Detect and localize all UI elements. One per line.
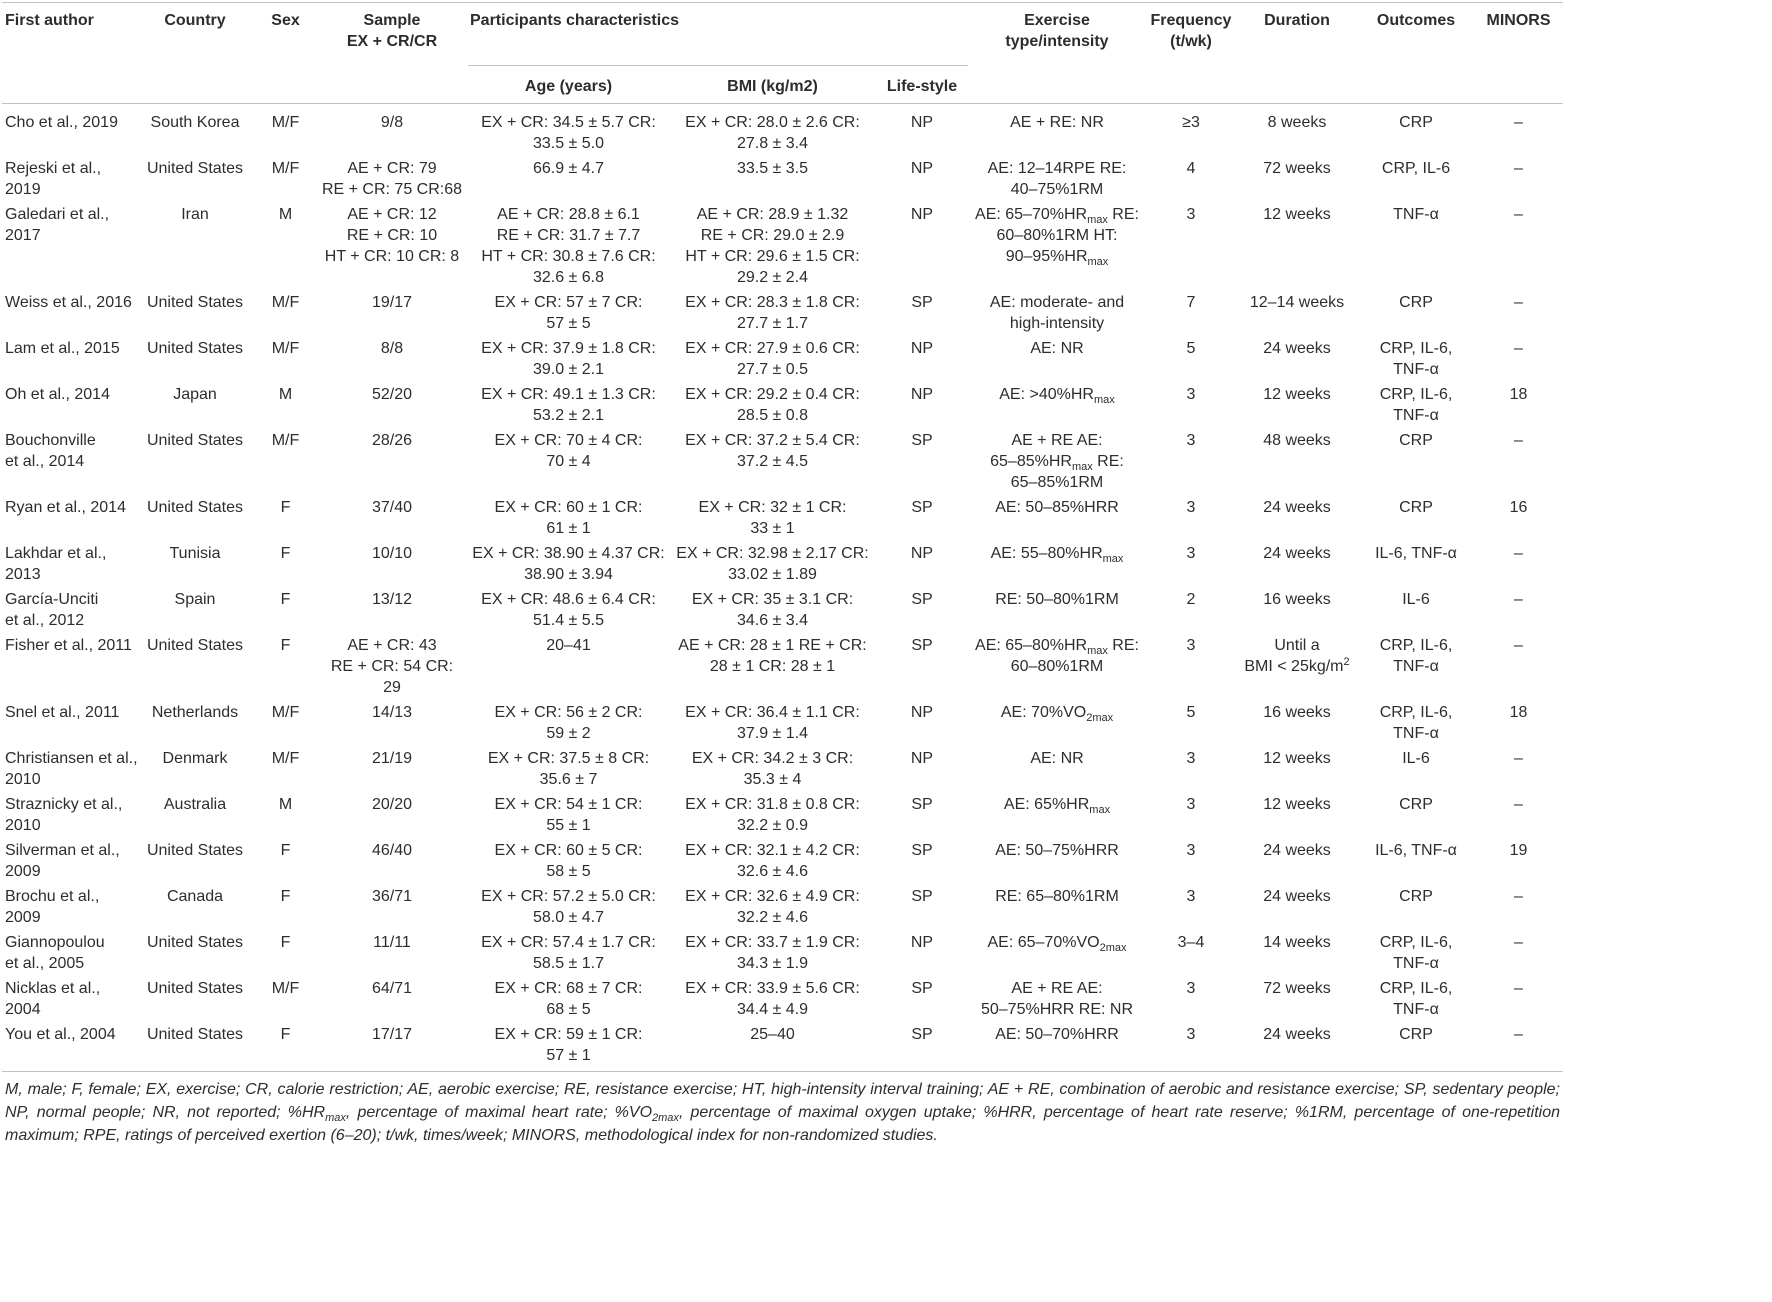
cell-sex: F [280,1026,291,1043]
cell-author: Brochu et al., 2009 [5,888,100,926]
text-run: Until a BMI < 25kg/m [1244,637,1344,675]
cell-bmi: EX + CR: 27.9 ± 0.6 CR: 27.7 ± 0.5 [685,340,860,378]
cell-minors: 19 [1509,842,1528,859]
cell-author: You et al., 2004 [5,1026,116,1043]
table-row [2,494,1563,540]
cell-sex: M/F [271,340,300,357]
cell-author: Christiansen et al., 2010 [5,750,138,788]
cell-country: South Korea [150,114,240,131]
cell-outcomes: CRP [1399,499,1433,516]
cell-lifestyle: NP [910,545,934,562]
cell-author: Giannopoulou et al., 2005 [5,934,105,972]
cell-sample: 14/13 [371,704,413,721]
cell-lifestyle: SP [911,432,933,449]
subscript: 2max [1086,712,1114,724]
cell-country: United States [146,1026,244,1043]
cell-sample: 13/12 [371,591,413,608]
cell-author: Bouchonville et al., 2014 [5,432,96,470]
cell-lifestyle: SP [911,888,933,905]
text-run: RE: 60–80%1RM [1010,637,1139,675]
cell-duration: 24 weeks [1263,545,1331,562]
text-run: AE: 65–70%HR [975,206,1088,223]
table-row [2,791,1563,837]
cell-bmi: EX + CR: 33.9 ± 5.6 CR: 34.4 ± 4.9 [685,980,860,1018]
cell-sex: F [280,934,291,951]
table-row [2,929,1563,975]
table-row [2,745,1563,791]
cell-exercise [968,540,1146,586]
cell-lifestyle: NP [910,340,934,357]
cell-frequency: 3 [1186,842,1196,859]
cell-duration: 12 weeks [1263,750,1331,767]
text-run: , percentage of maximal heart rate; %VO [345,1104,653,1121]
cell-frequency: 3 [1186,1026,1196,1043]
cell-exercise: AE: 50–70%HRR [995,1026,1119,1043]
cell-age: EX + CR: 60 ± 5 CR: 58 ± 5 [494,842,643,880]
cell-age: EX + CR: 70 ± 4 CR: 70 ± 4 [494,432,643,470]
cell-exercise: AE: 50–85%HRR [995,499,1119,516]
cell-minors: – [1514,206,1523,223]
cell-sex: M/F [271,704,300,721]
cell-frequency: 5 [1186,340,1196,357]
cell-sex: M/F [271,980,300,997]
cell-lifestyle: NP [910,114,934,131]
cell-exercise [968,427,1146,494]
cell-sex: F [280,888,291,905]
cell-outcomes: IL-6 [1402,591,1430,608]
subscript: max [1087,256,1109,268]
cell-lifestyle: NP [910,206,934,223]
table-row [2,540,1563,586]
cell-frequency: 3 [1186,888,1196,905]
cell-frequency: ≥3 [1182,114,1200,131]
cell-age: EX + CR: 57 ± 7 CR: 57 ± 5 [494,294,643,332]
cell-minors: – [1514,1026,1523,1043]
cell-lifestyle: SP [911,796,933,813]
cell-duration: 72 weeks [1263,980,1331,997]
header-outcomes: Outcomes [1376,12,1456,29]
cell-minors: 18 [1509,704,1528,721]
cell-bmi: EX + CR: 28.3 ± 1.8 CR: 27.7 ± 1.7 [685,294,860,332]
cell-outcomes: CRP [1399,1026,1433,1043]
cell-age: EX + CR: 68 ± 7 CR: 68 ± 5 [494,980,643,1018]
cell-exercise [968,381,1146,427]
text-run: AE: 55–80%HR [990,545,1103,562]
cell-duration: 8 weeks [1267,114,1327,131]
cell-age: 66.9 ± 4.7 [532,160,605,177]
subscript: max [325,1112,346,1124]
cell-duration: 12 weeks [1263,796,1331,813]
cell-age: EX + CR: 37.9 ± 1.8 CR: 39.0 ± 2.1 [481,340,656,378]
header-lifestyle: Life-style [886,78,958,95]
table-row [2,586,1563,632]
cell-frequency: 3 [1186,637,1196,654]
cell-exercise: AE: NR [1030,340,1084,357]
cell-bmi: AE + CR: 28.9 ± 1.32 RE + CR: 29.0 ± 2.9 HT + CR: 29.6 ± 1.5 CR: 29.2 ± 2.4 [685,206,860,286]
cell-age: AE + CR: 28.8 ± 6.1 RE + CR: 31.7 ± 7.7 HT + CR: 30.8 ± 7.6 CR: 32.6 ± 6.8 [481,206,656,286]
table-footnote [2,1078,1563,1147]
cell-outcomes: CRP, IL-6 [1381,160,1451,177]
cell-age: EX + CR: 48.6 ± 6.4 CR: 51.4 ± 5.5 [481,591,656,629]
superscript: 2 [1343,656,1350,668]
cell-sex: F [280,499,291,516]
cell-minors: – [1514,432,1523,449]
cell-duration: 16 weeks [1263,704,1331,721]
cell-sample: 37/40 [371,499,413,516]
text-run: AE: >40%HR [999,386,1094,403]
cell-country: Iran [181,206,209,223]
study-characteristics-table-figure [2,2,1563,1147]
table-row [2,837,1563,883]
cell-bmi: EX + CR: 33.7 ± 1.9 CR: 34.3 ± 1.9 [685,934,860,972]
table-row [2,289,1563,335]
cell-country: United States [146,160,244,177]
cell-sex: M/F [271,114,300,131]
cell-author: Silverman et al., 2009 [5,842,120,880]
cell-bmi: EX + CR: 32.98 ± 2.17 CR: 33.02 ± 1.89 [676,545,869,583]
cell-age: EX + CR: 34.5 ± 5.7 CR: 33.5 ± 5.0 [481,114,656,152]
study-characteristics-table [2,2,1563,1072]
cell-age: 20–41 [546,637,591,654]
table-row [2,427,1563,494]
cell-age: EX + CR: 59 ± 1 CR: 57 ± 1 [494,1026,643,1064]
cell-bmi: EX + CR: 32.1 ± 4.2 CR: 32.6 ± 4.6 [685,842,860,880]
cell-age: EX + CR: 60 ± 1 CR: 61 ± 1 [494,499,643,537]
cell-author: Straznicky et al., 2010 [5,796,123,834]
cell-author: Cho et al., 2019 [5,114,118,131]
text-run: M, male; F, female; EX, exercise; CR, calorie restriction; AE, aerobic exercise; RE, resistance exercise; HT, high-intensity interval training; AE + RE, combination of aerobic and resistance exercise; SP, sedentary people; NP, normal people; NR, not reported; %HR [5,1081,1560,1121]
cell-sex: F [280,591,291,608]
cell-exercise [968,201,1146,289]
cell-frequency: 7 [1186,294,1196,311]
cell-sample: 52/20 [371,386,413,403]
cell-exercise: AE: moderate- and high-intensity [989,294,1125,332]
cell-age: EX + CR: 54 ± 1 CR: 55 ± 1 [494,796,643,834]
cell-frequency: 3 [1186,386,1196,403]
cell-sample: 46/40 [371,842,413,859]
cell-lifestyle: SP [911,591,933,608]
cell-outcomes: CRP, IL-6, TNF-α [1379,637,1453,675]
cell-minors: – [1514,750,1523,767]
cell-country: Spain [174,591,216,608]
cell-duration: 48 weeks [1263,432,1331,449]
header-bmi: BMI (kg/m2) [727,78,818,95]
cell-age: EX + CR: 37.5 ± 8 CR: 35.6 ± 7 [487,750,650,788]
cell-frequency: 3 [1186,980,1196,997]
header-minors: MINORS [1486,12,1551,29]
cell-bmi: EX + CR: 37.2 ± 5.4 CR: 37.2 ± 4.5 [685,432,860,470]
cell-country: Japan [173,386,217,403]
cell-sample: 28/26 [371,432,413,449]
header-participants-characteristics: Participants characteristics [468,3,968,66]
subscript: 2max [1099,942,1127,954]
cell-lifestyle: SP [911,499,933,516]
cell-outcomes: CRP [1399,432,1433,449]
cell-author: Snel et al., 2011 [5,704,120,721]
cell-sample: 19/17 [371,294,413,311]
cell-frequency: 3 [1186,545,1196,562]
cell-author: Galedari et al., 2017 [5,206,110,244]
cell-exercise: AE: 50–75%HRR [995,842,1119,859]
cell-author: Weiss et al., 2016 [5,294,132,311]
cell-exercise: AE + RE AE: 50–75%HRR RE: NR [980,980,1134,1018]
text-run: AE: 70%VO [1000,704,1087,721]
cell-sample: 10/10 [371,545,413,562]
cell-lifestyle: NP [910,704,934,721]
cell-lifestyle: NP [910,750,934,767]
cell-sample: AE + CR: 43 RE + CR: 54 CR: 29 [330,637,454,696]
table-body [2,104,1563,1072]
cell-bmi: EX + CR: 29.2 ± 0.4 CR: 28.5 ± 0.8 [685,386,860,424]
cell-exercise [968,791,1146,837]
cell-sample: 11/11 [373,934,411,951]
subscript: max [1093,394,1115,406]
cell-country: United States [146,340,244,357]
cell-bmi: EX + CR: 36.4 ± 1.1 CR: 37.9 ± 1.4 [685,704,860,742]
cell-sample: 9/8 [380,114,404,131]
cell-minors: – [1514,545,1523,562]
subscript: 2max [652,1112,679,1124]
text-run: AE: 65–70%VO [987,934,1100,951]
subscript: max [1087,214,1108,226]
header-sample: Sample EX + CR/CR [346,12,438,50]
cell-bmi: 33.5 ± 3.5 [736,160,809,177]
cell-outcomes: CRP [1399,114,1433,131]
cell-minors: 16 [1509,499,1528,516]
cell-outcomes: TNF-α [1393,206,1439,223]
header-duration: Duration [1264,12,1330,29]
cell-frequency: 3 [1186,796,1196,813]
cell-frequency: 3 [1186,499,1196,516]
cell-duration: 12 weeks [1263,206,1331,223]
cell-sample: 36/71 [371,888,413,905]
cell-lifestyle: SP [911,1026,933,1043]
cell-outcomes: CRP [1399,796,1433,813]
table-row [2,104,1563,156]
cell-frequency: 3 [1186,750,1196,767]
cell-outcomes: CRP, IL-6, TNF-α [1379,704,1453,742]
text-run: RE: 65–85%1RM [1010,453,1124,491]
cell-sample: AE + CR: 79 RE + CR: 75 CR:68 [321,160,463,198]
table-row [2,699,1563,745]
cell-outcomes: CRP, IL-6, TNF-α [1379,934,1453,972]
cell-country: Australia [163,796,227,813]
cell-duration: 14 weeks [1263,934,1331,951]
cell-frequency: 2 [1186,591,1196,608]
cell-country: United States [146,980,244,997]
table-row [2,381,1563,427]
text-run: AE + RE AE: 65–85%HR [990,432,1103,470]
cell-author: Rejeski et al., 2019 [5,160,102,198]
cell-sample: 8/8 [380,340,404,357]
cell-bmi: 25–40 [750,1026,795,1043]
cell-bmi: EX + CR: 31.8 ± 0.8 CR: 32.2 ± 0.9 [685,796,860,834]
cell-country: Canada [166,888,224,905]
cell-author: Ryan et al., 2014 [5,499,126,516]
cell-duration: 24 weeks [1263,888,1331,905]
cell-country: United States [146,934,244,951]
cell-age: EX + CR: 57.4 ± 1.7 CR: 58.5 ± 1.7 [481,934,656,972]
subscript: max [1102,553,1124,565]
cell-lifestyle: NP [910,386,934,403]
cell-outcomes: IL-6 [1402,750,1430,767]
cell-sex: M [278,386,293,403]
cell-lifestyle: SP [911,637,933,654]
header-frequency: Frequency (t/wk) [1150,12,1232,50]
cell-sex: F [280,842,291,859]
cell-bmi: EX + CR: 32 ± 1 CR: 33 ± 1 [698,499,847,537]
cell-sex: M [278,206,293,223]
cell-age: EX + CR: 57.2 ± 5.0 CR: 58.0 ± 4.7 [481,888,656,926]
cell-lifestyle: NP [910,160,934,177]
cell-country: United States [146,294,244,311]
subscript: max [1089,804,1111,816]
header-exercise: Exercise type/intensity [1005,12,1109,50]
cell-minors: 18 [1509,386,1528,403]
cell-frequency: 3–4 [1177,934,1205,951]
cell-bmi: EX + CR: 32.6 ± 4.9 CR: 32.2 ± 4.6 [685,888,860,926]
cell-duration: 24 weeks [1263,499,1331,516]
cell-outcomes: CRP, IL-6, TNF-α [1379,386,1453,424]
text-run: AE: 65–80%HR [975,637,1088,654]
cell-sample: 64/71 [371,980,413,997]
cell-exercise: RE: 50–80%1RM [995,591,1119,608]
cell-age: EX + CR: 38.90 ± 4.37 CR: 38.90 ± 3.94 [472,545,665,583]
cell-exercise: RE: 65–80%1RM [995,888,1119,905]
table-header [2,3,1563,104]
cell-duration: 72 weeks [1263,160,1331,177]
cell-frequency: 3 [1186,432,1196,449]
cell-country: Tunisia [169,545,221,562]
cell-country: United States [146,637,244,654]
cell-outcomes: CRP [1399,294,1433,311]
cell-author: Nicklas et al., 2004 [5,980,101,1018]
cell-outcomes: CRP [1399,888,1433,905]
cell-age: EX + CR: 49.1 ± 1.3 CR: 53.2 ± 2.1 [481,386,656,424]
cell-sex: M/F [271,750,300,767]
cell-minors: – [1514,796,1523,813]
header-country: Country [164,12,226,29]
cell-exercise [968,632,1146,699]
subscript: max [1087,645,1108,657]
table-row [2,975,1563,1021]
cell-outcomes: CRP, IL-6, TNF-α [1379,980,1453,1018]
cell-sex: F [280,637,291,654]
cell-sample: 21/19 [371,750,413,767]
header-age: Age (years) [524,78,613,95]
cell-duration: 16 weeks [1263,591,1331,608]
cell-country: Netherlands [151,704,239,721]
cell-country: Denmark [162,750,228,767]
cell-bmi: AE + CR: 28 ± 1 RE + CR: 28 ± 1 CR: 28 ± 1 [678,637,867,675]
cell-exercise [968,929,1146,975]
cell-outcomes: IL-6, TNF-α [1375,842,1457,859]
cell-bmi: EX + CR: 34.2 ± 3 CR: 35.3 ± 4 [691,750,854,788]
cell-frequency: 5 [1186,704,1196,721]
cell-minors: – [1514,591,1523,608]
table-row [2,201,1563,289]
cell-minors: – [1514,934,1523,951]
cell-author: Fisher et al., 2011 [5,637,132,654]
cell-duration: 12–14 weeks [1249,294,1345,311]
cell-country: United States [146,842,244,859]
cell-duration: 24 weeks [1263,340,1331,357]
cell-bmi: EX + CR: 35 ± 3.1 CR: 34.6 ± 3.4 [691,591,854,629]
cell-frequency: 3 [1186,206,1196,223]
cell-duration: 24 weeks [1263,842,1331,859]
table-row [2,632,1563,699]
cell-sample: 20/20 [371,796,413,813]
header-first-author: First author [5,12,94,29]
cell-duration [1236,632,1358,699]
table-row [2,883,1563,929]
cell-minors: – [1514,980,1523,997]
cell-frequency: 4 [1186,160,1196,177]
cell-sex: M/F [271,160,300,177]
cell-minors: – [1514,160,1523,177]
text-run: , percentage of maximal oxygen uptake; %HRR, percentage of heart rate reserve; %1RM, percentage of one-repetition maximum; RPE, ratings of perceived exertion (6–20); t/wk, times/week; MINORS, methodological index for non-randomized studies. [5,1104,1560,1144]
cell-author: Lakhdar et al., 2013 [5,545,107,583]
table-row [2,335,1563,381]
cell-duration: 24 weeks [1263,1026,1331,1043]
cell-country: United States [146,432,244,449]
cell-sex: M/F [271,432,300,449]
table-row [2,155,1563,201]
cell-duration: 12 weeks [1263,386,1331,403]
cell-sex: M/F [271,294,300,311]
cell-minors: – [1514,294,1523,311]
cell-lifestyle: SP [911,980,933,997]
cell-sex: F [280,545,291,562]
cell-age: EX + CR: 56 ± 2 CR: 59 ± 2 [494,704,643,742]
header-row [2,3,1563,66]
cell-bmi: EX + CR: 28.0 ± 2.6 CR: 27.8 ± 3.4 [685,114,860,152]
table-row [2,1021,1563,1072]
cell-outcomes: CRP, IL-6, TNF-α [1379,340,1453,378]
cell-minors: – [1514,637,1523,654]
text-run: RE: 60–80%1RM HT: 90–95%HR [996,206,1139,265]
cell-exercise [968,699,1146,745]
text-run: AE: 65%HR [1003,796,1090,813]
cell-author: Lam et al., 2015 [5,340,120,357]
cell-sample: 17/17 [371,1026,413,1043]
subscript: max [1071,461,1093,473]
cell-sex: M [278,796,293,813]
cell-outcomes: IL-6, TNF-α [1375,545,1457,562]
cell-lifestyle: NP [910,934,934,951]
cell-minors: – [1514,114,1523,131]
cell-author: Oh et al., 2014 [5,386,110,403]
cell-lifestyle: SP [911,294,933,311]
cell-sample: AE + CR: 12 RE + CR: 10 HT + CR: 10 CR: 8 [324,206,460,265]
cell-minors: – [1514,888,1523,905]
cell-author: García-Unciti et al., 2012 [5,591,99,629]
cell-exercise: AE: NR [1030,750,1084,767]
cell-lifestyle: SP [911,842,933,859]
cell-exercise: AE: 12–14RPE RE: 40–75%1RM [987,160,1127,198]
cell-exercise: AE + RE: NR [1010,114,1104,131]
cell-country: United States [146,499,244,516]
cell-minors: – [1514,340,1523,357]
header-sex: Sex [271,12,300,29]
